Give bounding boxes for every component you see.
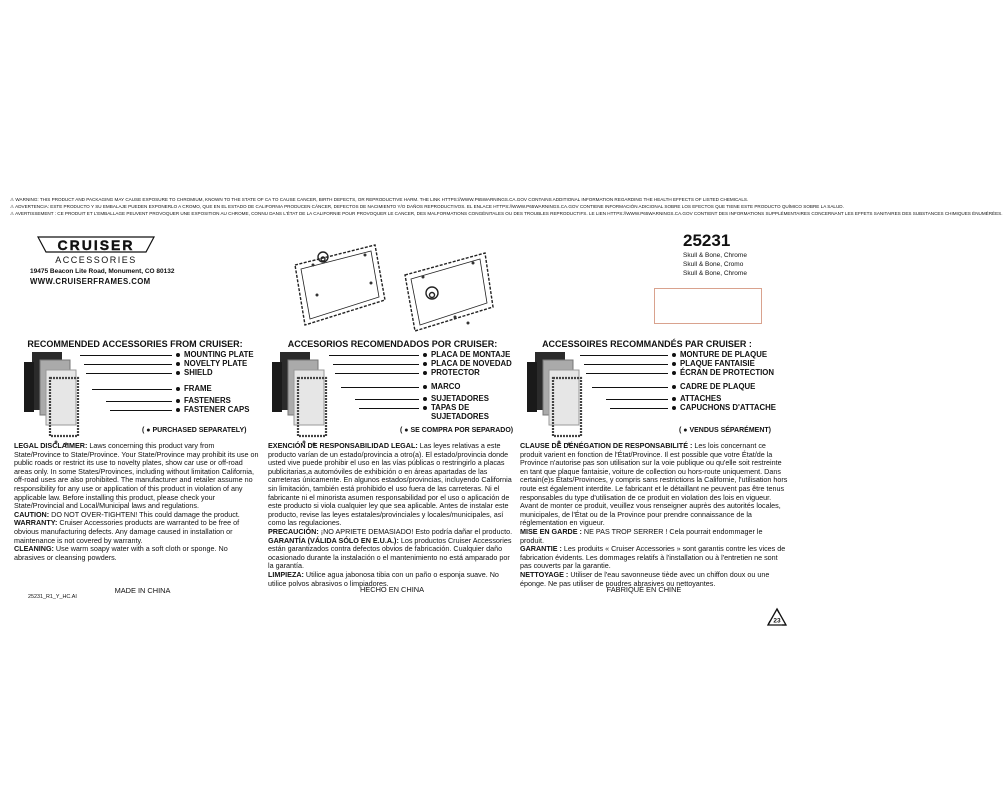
product-desc-es: Skull & Bone, Cromo [683,261,744,268]
product-desc-fr: Skull & Bone, Chrome [683,270,747,277]
cruiser-logo [36,235,156,265]
part-label: PLACA DE MONTAJE [423,351,512,360]
part-label: SHIELD [176,369,254,378]
exploded-view-french [523,350,583,450]
part-label: ÉCRAN DE PROTECTION [672,369,776,378]
part-labels-spanish [423,351,512,422]
part-label: MARCO [423,383,512,392]
part-label: FASTENER CAPS [176,406,254,415]
warning-english: ⚠ WARNING: THIS PRODUCT AND PACKAGING MAY CAUSE EXPOSURE TO CHROMIUM, KNOWN TO THE STATE OF CA TO CAUSE CANCER, BIRTH DEFECTS, OR REPRODUCTIVE HARM. THE LINK HTTPS://WWW.P65WARNINGS.CA.GOV CONTAINS ADDITIONAL INFORMATION REGARDING THE HEALTH EFFECTS OF LISTED CHEMICALS. [10,197,749,202]
part-label: MOUNTING PLATE [176,351,254,360]
part-label: PLACA DE NOVEDAD [423,360,512,369]
license-frame-illustration [275,235,495,335]
made-in-spanish: HECHO EN CHINA [359,585,425,594]
purchased-separately-spanish: ( ● SE COMPRA POR SEPARADO) [400,427,514,434]
made-in-french: FABRIQUÉ EN CHINE [606,585,682,594]
legal-text-french: CLAUSE DE DÉNÉGATION DE RESPONSABILITÉ : Les lois concernant ce produit varient en fonction de l'État/Province. Il est possible que votre État/de la Province n'autorise pas son utilisation sur la voie publique ou qu'elle soit restreinte en tant que plaque fantaisie, voiture de collection ou hors-route uniquement. Dans certain(e)s États/Provinces, y compris sans restrictions la Californie, l'utilisation hors route est également interdite. Le fabricant et le détaillant ne peuvent pas être tenus responsables du type d'utilisation de ce produit en violation des lois en vigueur. Avant de monter ce produit, veuillez vous renseigner auprès des autorités locales, municipales, de l'État ou de la Province pour prendre connaissance de la réglementation en vigueur. MISE EN GARDE : NE PAS TROP SERRER ! Cela pourrait endommager le produit. GARANTIE : Les produits « Cruiser Accessories » sont garantis contre les vices de fabrication évidents. Les dommages relatifs à l'installation ou à l'entretien ne sont pas couverts par la garantie. NETTOYAGE : Utiliser de l'eau savonneuse tiède avec un chiffon doux ou une éponge. Ne pas utiliser de poudres abrasives ou nettoyantes. [520,441,788,588]
part-labels-french [672,351,776,413]
recycle-icon [766,607,788,629]
logo-subtext: ACCESSORIES [55,255,137,265]
company-website: WWW.CRUISERFRAMES.COM [30,277,151,286]
product-desc-en: Skull & Bone, Chrome [683,252,747,259]
exploded-view-spanish [268,350,328,450]
part-labels-english [176,351,254,415]
part-label: ATTACHES [672,395,776,404]
part-label: FRAME [176,385,254,394]
legal-text-english: LEGAL DISCLAIMER: Laws concerning this product vary from State/Province to State/Province. Your State/Province may prohibit its use on public roads or restrict its use to novelty plates, show car use or off-road areas only. In some States/Provinces, including without limitation California, off-road uses are also prohibited. The manufacturer and retailer assume no responsibility for any use or application of this product in violation of any applicable law. Before installing this product, please check your State/Provincial and Local/Municipal laws and regulations. CAUTION: DO NOT OVER-TIGHTEN! This could damage the product. WARRANTY: Cruiser Accessories products are warranted to be free of obvious manufacturing defects. Any damage caused in installation or maintenance is not covered by warranty. CLEANING: Use warm soapy water with a soft cloth or sponge. No abrasives or cleansing powders. [14,441,259,562]
part-label: FASTENERS [176,397,254,406]
made-in-english: MADE IN CHINA [114,586,171,595]
part-label: SUJETADORES [431,411,489,421]
part-label: PLAQUE FANTAISIE [672,360,776,369]
purchased-separately-french: ( ● VENDUS SÉPARÉMENT) [679,427,771,434]
warning-french: ⚠ AVERTISSEMENT : CE PRODUIT ET L'EMBALLAGE PEUVENT PROVOQUER UNE EXPOSITION AU CHROME, CONNU DANS L'ÉTAT DE LA CALIFORNIE POUR PROVOQUER LE CANCER, DES MALFORMATIONS CONGÉNITALES OU DES TROUBLES REPRODUCTIFS. LE LIEN HTTPS://WWW.P65WARNINGS.CA.GOV CONTIENT DES INFORMATIONS SUPPLÉMENTAIRES CONCERNANT LES EFFETS SANITAIRES DES SUBSTANCES CHIMIQUES ÉNUMÉRÉES. [10,211,1003,216]
header-english: RECOMMENDED ACCESSORIES FROM CRUISER: [27,339,243,349]
header-french: ACCESSOIRES RECOMMANDÉS PAR CRUISER : [542,339,752,349]
part-label: CAPUCHONS D'ATTACHE [672,404,776,413]
part-label: TAPAS DE [423,404,512,413]
logo-text: CRUISER [57,237,135,253]
part-label: MONTURE DE PLAQUE [672,351,776,360]
header-spanish: ACCESORIOS RECOMENDADOS POR CRUISER: [287,339,498,349]
company-address: 19475 Beacon Lite Road, Monument, CO 80132 [30,268,175,275]
purchased-separately-english: ( ● PURCHASED SEPARATELY) [142,427,247,434]
label-box [654,288,762,324]
warning-spanish: ⚠ ADVERTENCIA: ESTE PRODUCTO Y SU EMBALAJE PUEDEN EXPONERLO A CROMO, QUE EN EL ESTADO DE CALIFORNIA PRODUCEN CÁNCER, DEFECTOS DE NACIMIENTO Y/O DAÑOS REPRODUCTIVOS. EL ENLACE HTTPS://WWW.P65WARNINGS.CA.GOV CONTIENE INFORMACIÓN ADICIONAL SOBRE LOS EFECTOS QUE TIENE ESTE PRODUCTO QUÍMICO SOBRE LA SALUD. [10,204,844,209]
part-label: PROTECTOR [423,369,512,378]
exploded-view-english [20,350,80,450]
part-label: SUJETADORES [423,395,512,404]
product-number: 25231 [683,231,731,250]
recycle-number: 23 [773,617,781,625]
part-label: CADRE DE PLAQUE [672,383,776,392]
file-code: 25231_R1_Y_HC.AI [28,594,77,600]
part-label: NOVELTY PLATE [176,360,254,369]
legal-text-spanish: EXENCIÓN DE RESPONSABILIDAD LEGAL: Las leyes relativas a este producto varían de un estado/provincia a otro(a). El estado/provincia donde usted vive puede prohibir el uso en las vías públicas o restringirlo a placas publicitarias,a automóviles de exhibición o en áreas apartadas de las carreteras únicamente. En algunos estados/provincias, incluyendo California sin limitación, también está prohibido el uso fuera de las carreteras. Ni el fabricante ni el minorista asumen responsabilidad por el uso o aplicación de este producto si viola cualquier ley que sea aplicable. Antes de instalar este producto, revise las leyes estatales/provinciales y locales/municipales, así como las regulaciones. PRECAUCIÓN: ¡NO APRIETE DEMASIADO! Esto podría dañar el producto. GARANTÍA (VÁLIDA SÓLO EN E.U.A.): Los productos Cruiser Accessories están garantizados contra defectos obvios de fabricación. Cualquier daño ocasionado durante la instalación o el mantenimiento no está amparado por la garantía. LIMPIEZA: Utilice agua jabonosa tibia con un paño o esponja suave. No utilice polvos abrasivos o limpiadores. [268,441,513,588]
